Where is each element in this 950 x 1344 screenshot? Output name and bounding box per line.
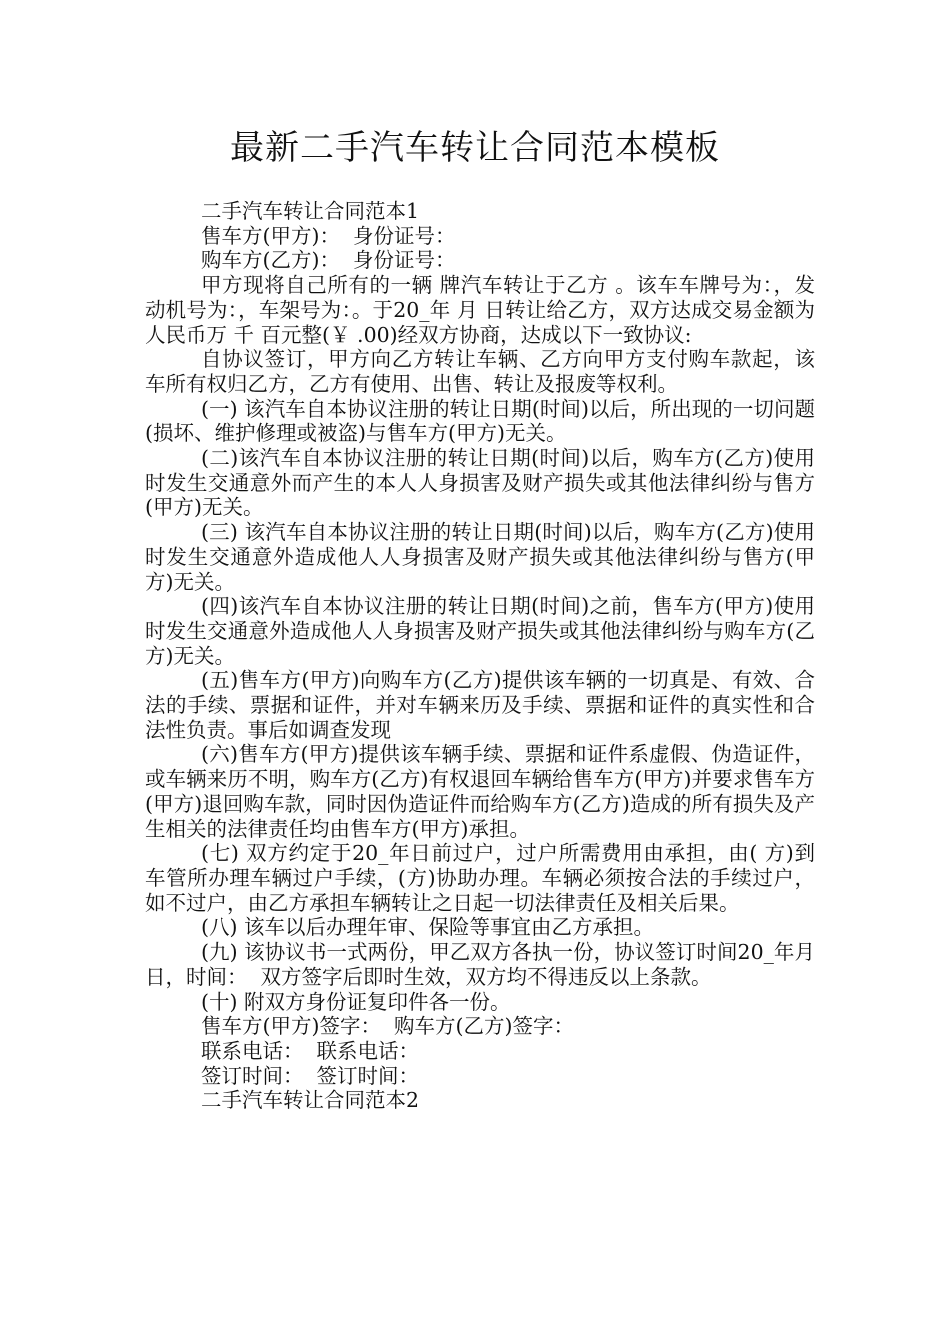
- paragraph-seller-id: 售车方(甲方)： 身份证号：: [201, 223, 456, 248]
- paragraph-clause-9: (九) 该协议书一式两份，甲乙双方各执一份，协议签订时间20_年月日，时间： 双方签字后即时生效，双方均不得违反以上条款。: [145, 940, 815, 989]
- paragraph-clause-2: (二)该汽车自本协议注册的转让日期(时间)以后，购车方(乙方)使用时发生交通意外而产生的本人人身损害及财产损失或其他法律纠纷与售方(甲方)无关。: [145, 446, 815, 520]
- paragraph-sample-2-heading: 二手汽车转让合同范本2: [201, 1088, 420, 1113]
- paragraph-buyer-id: 购车方(乙方)： 身份证号：: [201, 248, 456, 273]
- paragraph-clause-5: (五)售车方(甲方)向购车方(乙方)提供该车辆的一切真是、有效、合法的手续、票据和证件，并对车辆来历及手续、票据和证件的真实性和合法性负责。事后如调查发现: [145, 668, 815, 742]
- paragraph-vehicle-transfer: 甲方现将自己所有的一辆 牌汽车转让于乙方 。该车车牌号为：，发动机号为：，车架号为：。于20_年 月 日转让给乙方，双方达成交易金额为人民币万 千 百元整(￥ .00)经双方协商，达成以下一致协议:: [145, 273, 815, 347]
- paragraph-clause-10: (十) 附双方身份证复印件各一份。: [201, 989, 511, 1014]
- paragraph-clause-1: (一) 该汽车自本协议注册的转让日期(时间)以后，所出现的一切问题(损坏、维护修理或被盗)与售车方(甲方)无关。: [145, 396, 815, 446]
- paragraph-sample-1-heading: 二手汽车转让合同范本1: [201, 199, 420, 223]
- document-title: 最新二手汽车转让合同范本模板: [230, 128, 720, 168]
- paragraph-clause-6: (六)售车方(甲方)提供该车辆手续、票据和证件系虚假、伪造证件，或车辆来历不明，购车方(乙方)有权退回车辆给售车方(甲方)并要求售车方(甲方)退回购车款，同时因伪造证件而给购车方(乙方)造成的所有损失及产生相关的法律责任均由售车方(甲方)承担。: [145, 742, 815, 841]
- paragraph-clause-4: (四)该汽车自本协议注册的转让日期(时间)之前，售车方(甲方)使用时发生交通意外造成他人人身损害及财产损失或其他法律纠纷与购车方(乙方)无关。: [145, 594, 815, 668]
- paragraph-signatures: 售车方(甲方)签字： 购车方(乙方)签字：: [201, 1014, 575, 1039]
- document-body: [145, 199, 815, 1113]
- paragraph-clause-7: (七) 双方约定于20_年日前过户，过户所需费用由承担，由( 方)到车管所办理车辆过户手续，(方)协助办理。车辆必须按合法的手续过户，如不过户，由乙方承担车辆转让之日起一切法律责任及相关后果。: [145, 841, 815, 915]
- paragraph-sign-dates: 签订时间： 签订时间：: [201, 1063, 420, 1088]
- paragraph-clause-8: (八) 该车以后办理年审、保险等事宜由乙方承担。: [201, 915, 655, 940]
- paragraph-clause-3: (三) 该汽车自本协议注册的转让日期(时间)以后，购车方(乙方)使用时发生交通意外造成他人人身损害及财产损失或其他法律纠纷与售方(甲方)无关。: [145, 520, 815, 594]
- paragraph-phones: 联系电话： 联系电话：: [201, 1038, 420, 1063]
- paragraph-ownership: 自协议签订，甲方向乙方转让车辆、乙方向甲方支付购车款起，该车所有权归乙方，乙方有使用、出售、转让及报废等权利。: [145, 347, 815, 396]
